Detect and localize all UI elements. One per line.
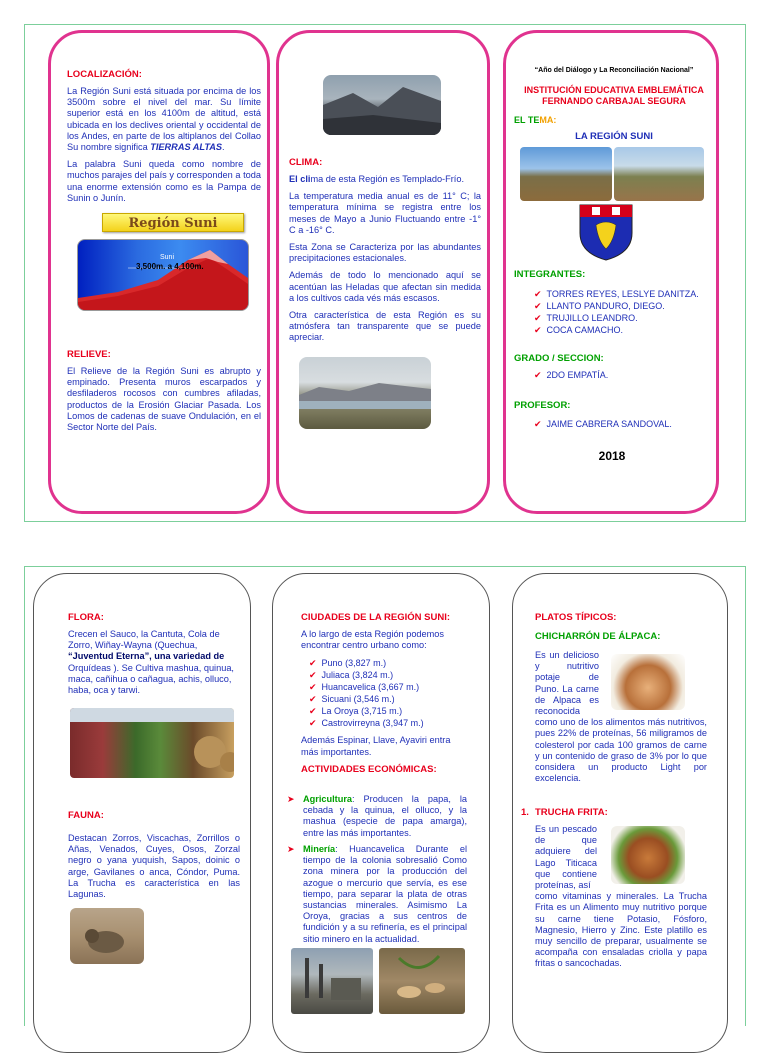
trucha-text-wide: como vitaminas y minerales. La Trucha Frita es un Alimento muy nutritivo porque su carne tiene Potasio, Fósforo, Magnesio, Hierro y Zinc. Este platillo es muy sencillo de preparar, usualmente se acompaña con ensaladas criolla y papa fritas o sancochadas. [535,891,707,969]
chicharron-title: CHICHARRÓN DE ÁLPACA: [535,631,661,642]
clima-text-1: El clima de esta Región es Templado-Frío. [289,174,464,184]
chicharron-text-wide: como uno de los alimentos más nutritivos, pues 22% de proteínas, 56 miligramos de colesterol por cada 100 gramos de carne y un contenido de graso de 3% por lo que considera un producto Light por excelencia. [535,717,707,784]
integrante-item: ✔ TORRES REYES, LESLYE DANITZA. [534,289,699,299]
cover-photo-right [614,147,704,201]
year: 2018 [598,449,626,463]
relieve-title: RELIEVE: [67,349,111,360]
check-icon: ✔ [309,706,317,717]
school-name-line-2: FERNANDO CARBAJAL SEGURA [542,96,686,106]
check-icon: ✔ [534,313,542,323]
ciudades-outro: Además Espinar, Llave, Ayaviri entra más importantes. [301,735,451,757]
motto: “Año del Diálogo y La Reconciliación Nacional” [534,67,694,74]
diagram-label-suni: Suni [160,254,175,261]
localizacion-title: LOCALIZACIÓN: [67,69,142,80]
chicharron-photo [611,654,685,710]
panel-cover [503,30,719,514]
altitude-diagram [77,239,249,311]
agricultura-item: ➤ Agricultura: Producen la papa, la cebada y la quinua, el olluco, y la mashua (especie de papa amarga), entre las más importantes. [287,794,467,838]
viscacha-shape [70,908,144,964]
ciudad-item: ✔ Sicuani (3,546 m.) [309,694,395,705]
ciudad-item: ✔ La Oroya (3,715 m.) [309,706,403,717]
panel-platos [512,573,728,1053]
mining-photo-shape [291,948,373,1014]
profesor-value: ✔ JAIME CABRERA SANDOVAL. [534,419,672,429]
ciudad-item: ✔ Puno (3,827 m.) [309,658,387,669]
check-icon: ✔ [534,301,542,311]
tema-label: EL TEMA: [514,115,557,125]
trucha-title: 1. TRUCHA FRITA: [521,807,608,818]
mountain-photo-shape [323,75,441,135]
check-icon: ✔ [309,670,317,681]
integrante-item: ✔ COCA CAMACHO. [534,325,624,335]
mining-photo [291,948,373,1014]
clima-text-3: Esta Zona se Caracteriza por las abundantes precipitaciones estacionales. [289,242,481,264]
panel-flora-fauna [33,573,251,1053]
check-icon: ✔ [534,325,542,335]
clima-text-5: Otra característica de esta Región es su atmósfera tan transparente que se puede apreciar. [289,310,481,343]
ciudad-item: ✔ Castrovirreyna (3,947 m.) [309,718,424,729]
ciudades-title: CIUDADES DE LA REGIÓN SUNI: [301,612,451,623]
flora-photo [70,708,234,778]
arrow-icon: ➤ [287,794,295,804]
trucha-text-narrow: Es un pescado de que adquiere del Lago Titicaca que contiene proteínas, así [535,824,597,891]
region-suni-banner [102,213,244,232]
localizacion-text: La Región Suni está situada por encima de los 3500m sobre el nivel del mar. Su límite superior está en los 4100m de altitud, está ubicada en los declives oriental y occidental de los Andes, en parte de los altiplanos del Collao Su nombre significa TIERRAS ALTAS. [67,86,261,153]
localizacion-text-2: La palabra Suni queda como nombre de muchos parajes del país y corresponden a toda una enorme extensión como es la Pampa de Sunin o Junín. [67,159,261,203]
check-icon: ✔ [309,658,317,669]
clima-title: CLIMA: [289,157,323,168]
grado-label: GRADO / SECCION: [514,353,604,364]
actividades-title: ACTIVIDADES ECONÓMICAS: [301,763,437,775]
chicharron-text-narrow: Es un delicioso y nutritivo potaje de Puno. La carne de Alpaca es reconocida [535,650,599,717]
mineria-item: ➤ Minería: Huancavelica Durante el tiempo de la colonia sobresalió Como zona minera por la producción del azogue o mercurio que servía, es ese tiempo, para separar la plata de otras sustancias minerales. Asimismo La Oroya, gracias a sus centros de fundición y a su refinería, es el principal sitio minero en la actualidad. [287,844,467,944]
clima-text-4: Además de todo lo mencionado aquí se acentúan las Heladas que afectan sin medida a los cultivos cada vés más escasos. [289,270,481,303]
check-icon: ✔ [534,370,542,380]
check-icon: ✔ [309,682,317,693]
panel-ciudades [272,573,490,1053]
school-name [510,85,718,107]
banner-text: Región Suni [128,216,218,231]
check-icon: ✔ [534,289,542,299]
integrante-item: ✔ LLANTO PANDURO, DIEGO. [534,301,665,311]
mountain-photo [323,75,441,135]
ciudad-item: ✔ Huancavelica (3,667 m.) [309,682,420,693]
integrantes-list [534,288,718,336]
trucha-photo [611,826,685,884]
potato-photo-shape [379,948,465,1014]
ciudad-item: ✔ Juliaca (3,824 m.) [309,670,394,681]
school-shield [578,203,634,261]
platos-title: PLATOS TÍPICOS: [535,612,617,623]
integrante-item: ✔ TRUJILLO LEANDRO. [534,313,638,323]
fauna-title: FAUNA: [68,810,104,821]
shield-icon [578,203,634,261]
panel-clima [276,30,490,514]
arrow-icon: ➤ [287,844,295,854]
integrantes-label: INTEGRANTES: [514,269,586,280]
mountain-shape [78,240,248,310]
cover-photo-left [520,147,612,201]
fauna-text: Destacan Zorros, Viscachas, Zorrillos o Añas, Venados, Cuyes, Osos, Zorzal negro o yana yuquish, Sapos, doinic o arge, Gavilanes o anca, Cóndor, Puma. La Trucha es característica en las Lagunas. [68,833,240,900]
profesor-label: PROFESOR: [514,400,571,411]
diagram-label-altitude: 3,500m. a 4,100m. [136,262,204,271]
ciudades-list [309,657,467,729]
grado-value: ✔ 2DO EMPATÍA. [534,370,609,380]
check-icon: ✔ [534,419,542,429]
flora-title: FLORA: [68,612,104,623]
check-icon: ✔ [309,694,317,705]
potato-photo [379,948,465,1014]
tema-value: LA REGIÓN SUNI [575,131,653,142]
lake-photo [299,357,431,429]
ciudades-intro: A lo largo de esta Región podemos encontrar centro urbano como: [301,629,445,651]
relieve-text: El Relieve de la Región Suni es abrupto y empinado. Presenta muros escarpados y desfiladeros rocosos con cumbres afiladas, productos de la Erosión Glaciar Pasada. Los Lomos de cadenas de suave Ondulación, en el Sector Norte del País. [67,366,261,433]
lake-photo-shape [299,357,431,429]
viscacha-photo [70,908,144,964]
clima-text-2: La temperatura media anual es de 11° C; la temperatura mínima se registra entre los meses de Mayo a Junio Fluctuando entre -1° C a -16° C. [289,191,481,235]
check-icon: ✔ [309,718,317,729]
panel-localizacion [48,30,270,514]
school-name-line-1: INSTITUCIÓN EDUCATIVA EMBLEMÁTICA [524,85,704,95]
flora-text: Crecen el Sauco, la Cantuta, Cola de Zorro, Wiñay-Wayna (Quechua, “Juventud Eterna”, una variedad de Orquídeas ). Se Cultiva mashua, quinua, maca, cañihua o cañagua, achis, olluco, haba, oca y tarwi. [68,629,234,696]
flora-photo-shape [70,708,234,778]
